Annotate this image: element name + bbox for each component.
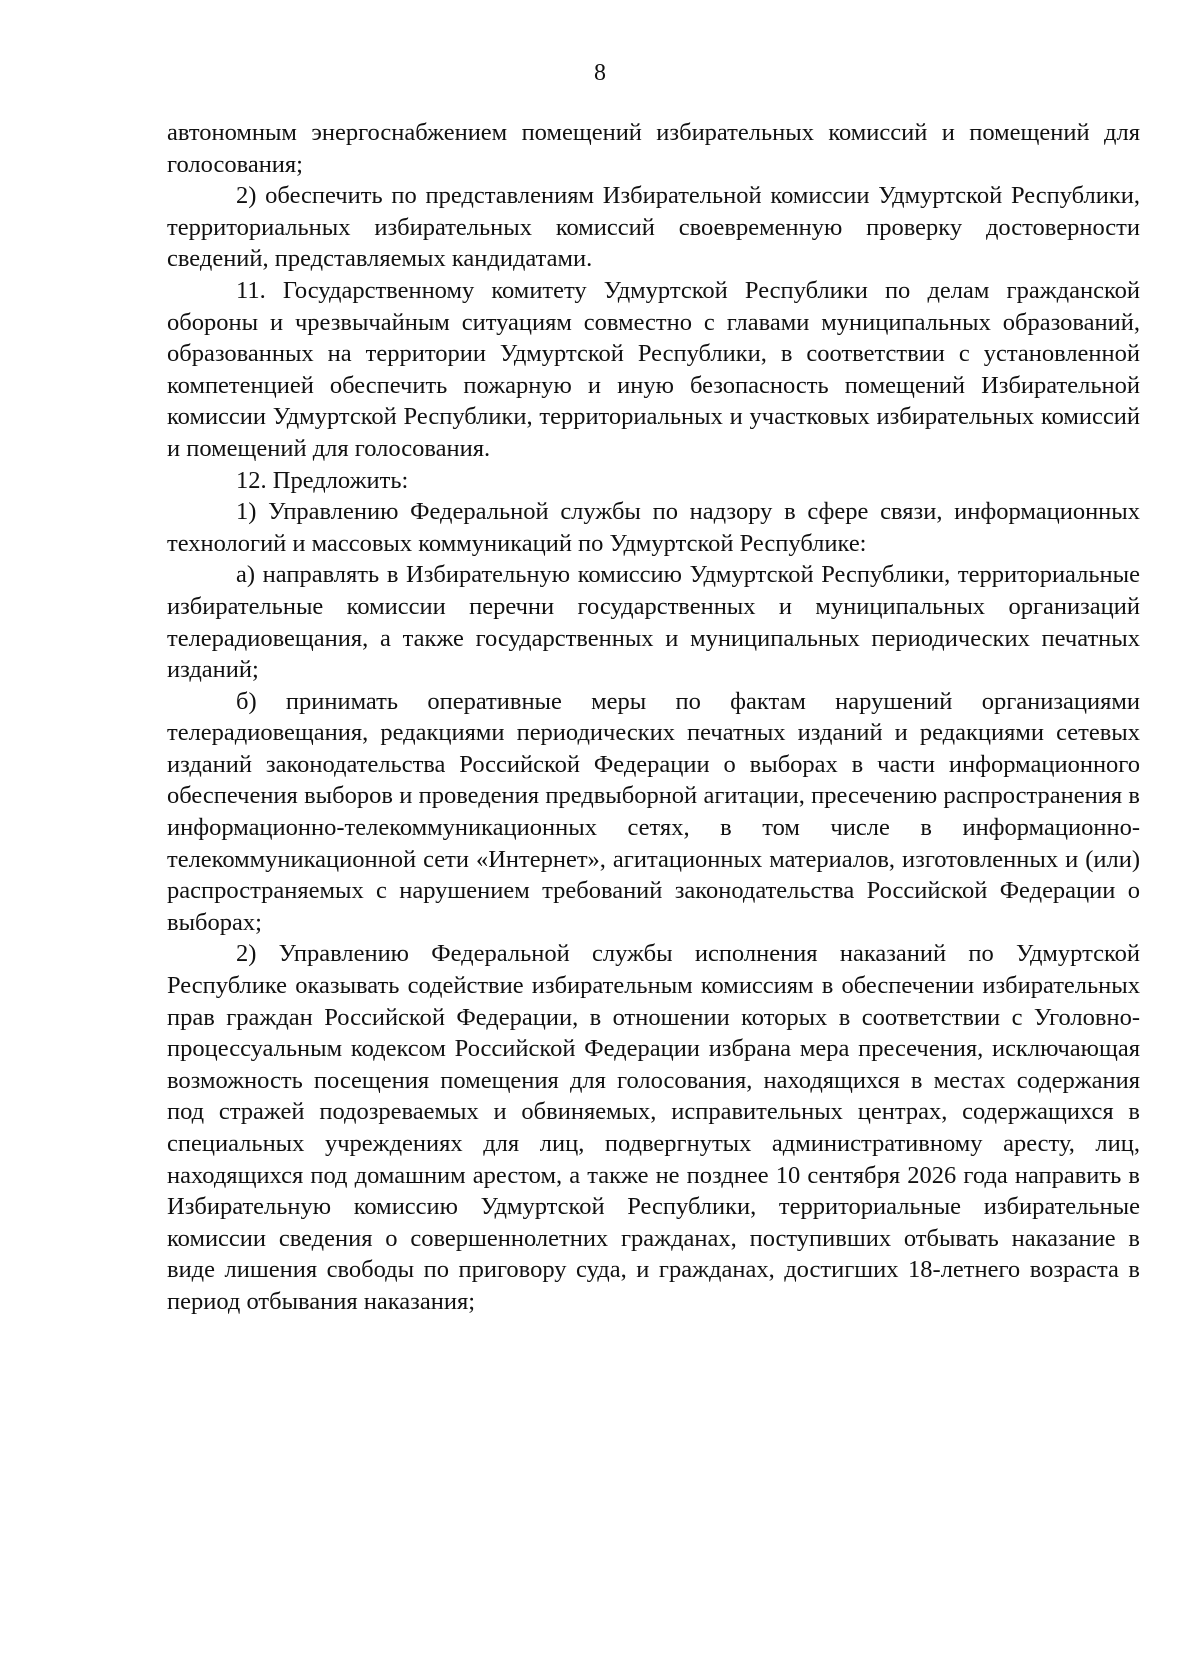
paragraph-item-12-1-a: а) направлять в Избирательную комиссию Удмуртской Республики, территориальные избирательные комиссии перечни государственных и муниципальных организаций телерадиовещания, а также государственных и муниципальных периодических печатных изданий; <box>167 561 1140 684</box>
paragraph-item-10-2: 2) обеспечить по представлениям Избирательной комиссии Удмуртской Республики, территориальных избирательных комиссий своевременную проверку достоверности сведений, представляемых кандидатами. <box>167 182 1140 273</box>
paragraph-item-12-2: 2) Управлению Федеральной службы исполнения наказаний по Удмуртской Республике оказывать содействие избирательным комиссиям в обеспечении избирательных прав граждан Российской Федерации, в отношении которых в соответствии с Уголовно-процессуальным кодексом Российской Федерации избрана мера пресечения, исключающая возможность посещения помещения для голосования, находящихся в местах содержания под стражей подозреваемых и обвиняемых, исправительных центрах, содержащихся в специальных учреждениях для лиц, подвергнутых административному аресту, лиц, находящихся под домашним арестом, а также не позднее 10 сентября 2026 года направить в Избирательную комиссию Удмуртской Республики, территориальные избирательные комиссии сведения о совершеннолетних гражданах, поступивших отбывать наказание в виде лишения свободы по приговору суда, и гражданах, достигших 18-летнего возраста в период отбывания наказания; <box>167 940 1140 1315</box>
paragraph-item-12: 12. Предложить: <box>236 466 409 494</box>
page-number: 8 <box>594 60 606 86</box>
paragraph-item-12-1-b: б) принимать оперативные меры по фактам нарушений организациями телерадиовещания, редакциями периодических печатных изданий и редакциями сетевых изданий законодательства Российской Федерации о выборах в части информационного обеспечения выборов и проведения предвыборной агитации, пресечению распространения в информационно-телекоммуникационных сетях, в том числе в информационно-телекоммуникационной сети «Интернет», агитационных материалов, изготовленных и (или) распространяемых с нарушением требований законодательства Российской Федерации о выборах; <box>167 687 1140 936</box>
paragraph-item-12-1: 1) Управлению Федеральной службы по надзору в сфере связи, информационных технологий и массовых коммуникаций по Удмуртской Республике: <box>167 498 1140 557</box>
paragraph-continuation: автономным энергоснабжением помещений избирательных комиссий и помещений для голосования; <box>167 119 1140 178</box>
document-body <box>167 117 1140 1318</box>
paragraph-item-11: 11. Государственному комитету Удмуртской Республики по делам гражданской обороны и чрезвычайным ситуациям совместно с главами муниципальных образований, образованных на территории Удмуртской Республики, в соответствии с установленной компетенцией обеспечить пожарную и иную безопасность помещений Избирательной комиссии Удмуртской Республики, территориальных и участковых избирательных комиссий и помещений для голосования. <box>167 276 1140 462</box>
